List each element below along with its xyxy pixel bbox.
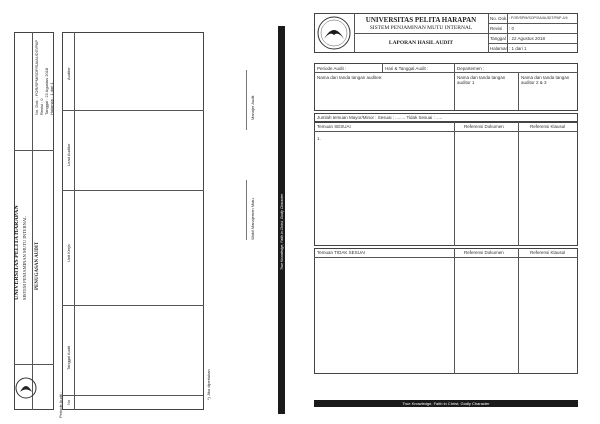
right-header-row-3 — [488, 43, 578, 44]
left-table-row-line-2 — [62, 190, 204, 191]
left-table-row-line-1 — [62, 110, 204, 111]
right-system: SISTEM PENJAMINAN MUTU INTERNAL — [369, 25, 473, 31]
left-table-border — [62, 32, 204, 410]
left-doc-no: No. Dok. : FOR/SPM/SOP/SA/AUDIT/PAP — [34, 39, 39, 115]
right-halaman: : 1 dari 1 — [509, 46, 527, 51]
right-header-title-line — [354, 33, 488, 34]
right-nama-auditor1: Nama dan tanda tangan auditor 1 — [457, 75, 506, 85]
right-tidak-col-1 — [454, 248, 455, 374]
right-sesuai-col-1 — [454, 122, 455, 246]
right-jumlah: Jumlah temuan Mayor/Minor : Sesuai : ........ Tidak Sesuai : ..... — [317, 115, 443, 120]
left-form-title: PENUGASAN AUDIT — [35, 241, 40, 290]
right-ref-klausul-2: Referensi Klausul — [530, 250, 566, 255]
left-col-no: No — [66, 399, 71, 405]
left-header-divider-3 — [14, 364, 54, 365]
left-system: SISTEM PENJAMINAN MUTU INTERNAL — [22, 216, 27, 300]
right-form-page — [312, 10, 584, 418]
right-sesuai-header-line — [314, 131, 578, 132]
university-logo-left — [15, 370, 37, 406]
left-page: Halaman : 1 dari 1 — [49, 82, 54, 115]
left-col-auditor: Auditor — [66, 67, 71, 80]
right-header-row-1 — [488, 23, 578, 24]
right-tanggal: : 22 Agustus 2018 — [509, 36, 546, 41]
right-tidak-col-2 — [518, 248, 519, 374]
left-date: Tanggal : 22 Agustus 2018 — [44, 67, 49, 115]
right-nama-auditor23: Nama dan tanda tangan auditor 2 & 3 — [521, 75, 570, 85]
right-revisi: : 0 — [509, 26, 515, 31]
right-doc-no-label: No. Dok. — [490, 16, 508, 21]
right-ref-dokumen: Referensi Dokumen — [464, 124, 504, 129]
left-col-date: Tanggal Audit — [66, 345, 71, 370]
sign-manager-label: Manajer Audit — [250, 95, 255, 120]
right-info-col-2 — [454, 63, 455, 111]
right-info-col-3 — [518, 72, 519, 111]
left-header-divider-2 — [14, 150, 54, 151]
right-info-border — [314, 63, 578, 111]
right-tidak-border — [314, 248, 578, 374]
right-periode: Periode Audit : — [317, 66, 347, 71]
left-col-unit: Unit Kerja — [66, 244, 71, 262]
left-col-lead: Lead Auditor — [66, 143, 71, 166]
right-nama-auditee: Nama dan tanda tangan auditee: — [317, 75, 383, 80]
sign-wakil-label: Wakil Manajemen Mutu — [250, 198, 255, 240]
right-form-title: LAPORAN HASIL AUDIT — [388, 40, 454, 46]
left-revision: Revisi : 0 — [39, 98, 44, 115]
right-temuan-sesuai: Temuan SESUAI — [317, 124, 351, 129]
right-tidak-header-line — [314, 257, 578, 258]
university-logo-right — [317, 15, 351, 51]
right-header-row-2 — [488, 33, 578, 34]
right-info-row-line — [314, 72, 578, 73]
left-periode: Periode Audit : — [58, 391, 63, 418]
right-tanggal-label: Tanggal — [490, 36, 506, 41]
left-form-page — [0, 0, 270, 424]
right-hari-tanggal: Hari & Tanggal Audit : — [385, 66, 429, 71]
right-info-col-1 — [382, 63, 383, 72]
right-departemen: Departemen : — [457, 66, 485, 71]
right-sesuai-border — [314, 122, 578, 246]
left-table-header-line — [74, 32, 75, 410]
right-footer-text: True Knowledge, Faith in Christ, Godly Character — [402, 401, 490, 406]
right-ref-dokumen-2: Referensi Dokumen — [464, 250, 504, 255]
right-ref-klausul: Referensi Klausul — [530, 124, 566, 129]
left-footnote: *) Jika diperlukan — [206, 369, 211, 400]
right-halaman-label: Halaman — [490, 46, 509, 51]
spine-text: True Knowledge, Faith in Christ, Godly Character — [280, 193, 284, 270]
right-doc-no: : FOR/SPM/SOP/SA/AUDIT/PAP-4/4 — [509, 16, 568, 20]
right-sesuai-col-2 — [518, 122, 519, 246]
left-university: UNIVERSITAS PELITA HARAPAN — [14, 205, 20, 300]
sign-line-wakil — [246, 180, 247, 240]
right-revisi-label: Revisi — [490, 26, 503, 31]
right-university: UNIVERSITAS PELITA HARAPAN — [365, 16, 477, 24]
left-table-row-line-4 — [62, 395, 204, 396]
sign-line-manager — [246, 70, 247, 130]
left-header-divider-1 — [32, 32, 33, 410]
right-temuan-tidak: Temuan TIDAK SESUAI — [317, 250, 366, 255]
right-item-one: 1. — [317, 136, 321, 141]
left-table-row-line-3 — [62, 305, 204, 306]
